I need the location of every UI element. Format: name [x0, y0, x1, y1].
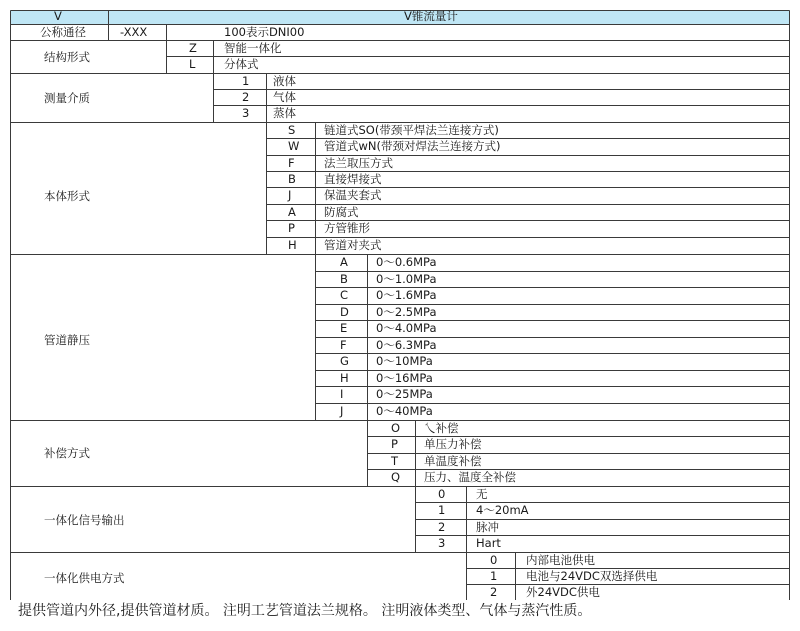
power-code-2: 2: [490, 585, 498, 599]
pressure-desc-b: 0～1.0MPa: [376, 272, 437, 286]
medium-code-2: 2: [242, 90, 250, 104]
body-code-w: W: [288, 139, 300, 153]
pressure-desc-g: 0～10MPa: [376, 354, 433, 368]
nominal-label: 公称通径: [40, 25, 86, 39]
power-desc-0: 内部电池供电: [526, 553, 595, 567]
structure-code-z: Z: [189, 41, 197, 55]
body-desc-j: 保温夹套式: [324, 188, 382, 202]
medium-label: 测量介质: [44, 91, 90, 105]
body-code-s: S: [288, 123, 296, 137]
body-desc-f: 法兰取压方式: [324, 156, 393, 170]
body-code-p: P: [288, 221, 295, 235]
power-label: 一体化供电方式: [44, 571, 125, 585]
selection-table: [10, 10, 790, 600]
power-code-1: 1: [490, 569, 498, 583]
signal-desc-3: Hart: [476, 536, 501, 550]
medium-desc-3: 蒸体: [273, 106, 296, 120]
compensation-desc-q: 压力、温度全补偿: [424, 470, 516, 484]
pressure-desc-a: 0～0.6MPa: [376, 255, 437, 269]
pressure-desc-f: 0～6.3MPa: [376, 338, 437, 352]
pressure-code-g: G: [340, 354, 349, 368]
compensation-label: 补偿方式: [44, 446, 90, 460]
body-code-f: F: [288, 156, 295, 170]
nominal-code: -XXX: [120, 25, 148, 39]
signal-code-1: 1: [438, 503, 446, 517]
footer-note: 提供管道内外径,提供管道材质。 注明工艺管道法兰规格。 注明液体类型、气体与蒸汽性质。: [18, 603, 592, 619]
body-desc-p: 方管锥形: [324, 221, 370, 235]
structure-desc-l: 分体式: [224, 57, 259, 71]
body-desc-s: 链道式SO(带颈平焊法兰连接方式): [324, 123, 499, 137]
pressure-desc-d: 0～2.5MPa: [376, 305, 437, 319]
medium-code-1: 1: [242, 74, 250, 88]
body-desc-b: 直接焊接式: [324, 172, 382, 186]
pressure-desc-i: 0～25MPa: [376, 387, 433, 401]
compensation-desc-t: 单温度补偿: [424, 454, 482, 468]
header-code: V: [54, 9, 62, 23]
pressure-code-i: I: [340, 387, 344, 401]
signal-code-3: 3: [438, 536, 446, 550]
pressure-desc-j: 0～40MPa: [376, 404, 433, 418]
signal-desc-1: 4～20mA: [476, 503, 529, 517]
pressure-code-e: E: [340, 321, 348, 335]
compensation-code-q: Q: [391, 470, 401, 484]
structure-code-l: L: [189, 57, 196, 71]
signal-code-0: 0: [438, 487, 446, 501]
compensation-desc-p: 单压力补偿: [424, 437, 482, 451]
compensation-code-p: P: [391, 437, 398, 451]
compensation-code-o: O: [391, 421, 401, 435]
compensation-desc-o: 乀补偿: [424, 421, 459, 435]
nominal-desc: 100表示DNI00: [224, 25, 305, 39]
power-desc-1: 电池与24VDC双选择供电: [526, 569, 658, 583]
medium-code-3: 3: [242, 106, 250, 120]
power-code-0: 0: [490, 553, 498, 567]
structure-label: 结构形式: [44, 50, 90, 64]
pressure-desc-h: 0～16MPa: [376, 371, 433, 385]
signal-desc-0: 无: [476, 487, 488, 501]
structure-desc-z: 智能一体化: [224, 41, 282, 55]
signal-desc-2: 脉冲: [476, 520, 499, 534]
body-label: 本体形式: [44, 189, 90, 203]
body-code-a: A: [288, 205, 296, 219]
pressure-code-h: H: [340, 371, 349, 385]
body-desc-w: 管道式wN(带颈对焊法兰连接方式): [324, 139, 501, 153]
body-code-j: J: [288, 188, 292, 202]
medium-desc-1: 液体: [273, 74, 296, 88]
pressure-code-b: B: [340, 272, 348, 286]
pressure-code-a: A: [340, 255, 348, 269]
pressure-code-f: F: [340, 338, 347, 352]
pressure-code-d: D: [340, 305, 349, 319]
body-desc-h: 管道对夹式: [324, 238, 382, 252]
body-desc-a: 防腐式: [324, 205, 359, 219]
body-code-b: B: [288, 172, 296, 186]
compensation-code-t: T: [391, 454, 399, 468]
pressure-code-c: C: [340, 288, 349, 302]
signal-label: 一体化信号输出: [44, 513, 125, 527]
pressure-desc-c: 0～1.6MPa: [376, 288, 437, 302]
pressure-desc-e: 0～4.0MPa: [376, 321, 437, 335]
power-desc-2: 外24VDC供电: [526, 585, 600, 599]
signal-code-2: 2: [438, 520, 446, 534]
pressure-label: 管道静压: [44, 333, 90, 347]
medium-desc-2: 气体: [273, 90, 296, 104]
header-title: V锥流量计: [404, 9, 458, 23]
pressure-code-j: J: [340, 404, 344, 418]
body-code-h: H: [288, 238, 297, 252]
